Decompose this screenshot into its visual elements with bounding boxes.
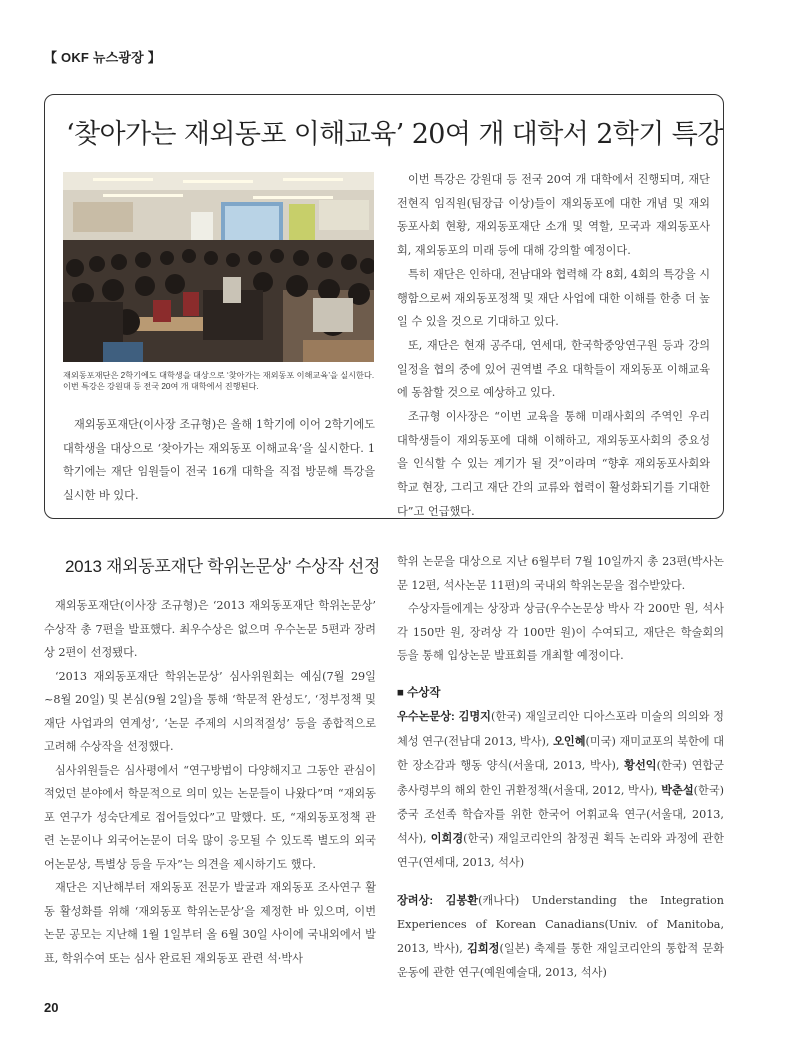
feature-paragraph: 특히 재단은 인하대, 전남대와 협력해 각 8회, 4회의 특강을 시행함으로써 재외동포정책 및 재단 사업에 대한 이해를 한층 더 높일 수 있을 것으로 기대하고 있다. — [397, 267, 710, 329]
section-label: 【 OKF 뉴스광장 】 — [44, 50, 161, 65]
winner-thesis: (캐나다) Understanding the Integration Experiences of Korean Canadians(Univ. of Manitoba, 2013, 박사), — [397, 893, 724, 955]
news-paragraph: 재외동포재단(이사장 조규형)은 ‘2013 재외동포재단 학위논문상’ 수상작 총 7편을 발표했다. 최우수상은 없으며 우수논문 5편과 장려상 2편이 선정됐다. — [44, 599, 376, 659]
winner-name: 황선익 — [624, 760, 657, 772]
feature-left-column — [63, 413, 375, 508]
winner-name: 박춘설 — [661, 784, 694, 797]
news-paragraph: ‘2013 재외동포재단 학위논문상’ 심사위원회는 예심(7월 29일~8월 20일) 및 본심(9월 2일)을 통해 ‘학문적 완성도’, ‘정부정책 및 재단 사업과의 연계성’, ‘논문 주제의 시의적절성’ 등을 종합적으로 고려해 수상작을 선정했다. — [44, 669, 376, 753]
photo-caption: 재외동포재단은 2학기에도 대학생을 대상으로 ‘찾아가는 재외동포 이해교육’을 실시한다. 이번 특강은 강원대 등 전국 20여 개 대학에서 진행된다. — [63, 371, 375, 391]
winner-thesis: (한국) 재일코리안의 참정권 획득 논리와 과정에 관한 연구(연세대, 2013, 석사) — [397, 831, 724, 869]
winner-name: 김희정 — [467, 942, 500, 955]
winner-name: 이희경 — [430, 832, 464, 845]
winners-heading: ■ 수상작 — [397, 686, 441, 699]
winner-name: 김봉환 — [445, 894, 479, 907]
feature-title: ‘찾아가는 재외동포 이해교육’ 20여 개 대학서 2학기 특강 — [66, 119, 723, 150]
news-left-column — [44, 594, 376, 970]
spacer — [397, 875, 724, 889]
feature-paragraph: 재외동포재단(이사장 조규형)은 올해 1학기에 이어 2학기에도 대학생을 대상으로 ‘찾아가는 재외동포 이해교육’을 실시한다. 1학기에는 재단 임원들이 전국 16개 대학을 직접 방문해 특강을 실시한 바 있다. — [63, 418, 375, 503]
news-right-column — [397, 550, 724, 985]
lecture-hall-image — [63, 172, 374, 362]
winner-thesis: (한국) 연합군총사령부의 해외 한인 귀환정책(서울대, 2012, 박사), — [397, 759, 725, 797]
winner-thesis: (일본) 축제를 통한 재일코리안의 통합적 문화운동에 관한 연구(예원예술대, 2013, 석사) — [397, 941, 724, 979]
news-title: 2013 재외동포재단 학위논문상’ 수상작 선정 — [65, 557, 381, 576]
news-paragraph: 수상자들에게는 상장과 상금(우수논문상 박사 각 200만 원, 석사 각 150만 원, 장려상 각 100만 원)이 수여되고, 재단은 학술회의 등을 통해 입상논문 발표회를 개최할 예정이다. — [397, 602, 724, 662]
feature-right-column — [397, 168, 710, 524]
page-number: 20 — [44, 1000, 59, 1015]
news-paragraph: 심사위원들은 심사평에서 “연구방법이 다양해지고 그동안 관심이 적었던 분야에서 학문적으로 의미 있는 논문들이 나왔다”며 “재외동포 연구가 성숙단계로 접어들었다”고 말했다. 또, “재외동포정책 관련 논문이나 외국어논문이 더욱 많이 응모될 수 있도록 별도의 외국어논문상, 특별상 등을 두자”는 의견을 제시하기도 했다. — [44, 763, 376, 871]
encouragement-award-label: 장려상: — [397, 894, 434, 907]
encouragement-award-list — [397, 889, 724, 985]
winner-thesis: (미국) 재미교포의 북한에 대한 장소감과 행동 양식(서울대, 2013, 박사), — [397, 734, 725, 772]
winner-name: 오인혜 — [553, 735, 586, 748]
excellence-award-list — [397, 705, 724, 875]
feature-paragraph: 조규형 이사장은 “이번 교육을 통해 미래사회의 주역인 우리 대학생들이 재외동포에 대해 이해하고, 재외동포사회의 중요성을 인식할 수 있는 계기가 될 것”이라며 “향후 재외동포사회와 학교 현장, 그리고 재단 간의 교류와 협력이 활성화되기를 기대한다”고 언급했다. — [397, 410, 710, 518]
winner-thesis: (한국) 재일코리안 디아스포라 미술의 의의와 정체성 연구(전남대 2013, 박사), — [397, 710, 724, 748]
news-paragraph: 학위 논문을 대상으로 지난 6월부터 7월 10일까지 총 23편(박사논문 12편, 석사논문 11편)의 국내외 학위논문을 접수받았다. — [397, 555, 724, 592]
winner-thesis: (한국) 중국 조선족 학습자를 위한 한국어 어휘교육 연구(서울대, 2013, 석사), — [397, 783, 724, 845]
feature-paragraph: 이번 특강은 강원대 등 전국 20여 개 대학에서 진행되며, 재단 전현직 임직원(팀장급 이상)들이 재외동포에 대한 개념 및 재외동포사회 현황, 재외동포재단 소개 및 역할, 모국과 재외동포사회, 재외동포의 미래 등에 대해 강의할 예정이다. — [397, 173, 710, 258]
excellence-award-label: 우수논문상: — [397, 711, 455, 723]
lecture-photo — [63, 172, 374, 362]
feature-paragraph: 또, 재단은 현재 공주대, 연세대, 한국학중앙연구원 등과 강의일정을 협의 중에 있어 권역별 주요 대학들이 재외동포 이해교육에 동참할 것으로 예상하고 있다. — [397, 338, 710, 400]
news-paragraph: 재단은 지난해부터 재외동포 전문가 발굴과 재외동포 조사연구 활동 활성화를 위해 ‘재외동포 학위논문상’을 제정한 바 있으며, 이번 논문 공모는 지난해 1월 1일부터 올 6월 30일 사이에 국내외에서 발표, 학위수여 또는 심사 완료된 재외동포 관련 석·박사 — [44, 881, 376, 965]
winner-name: 김명지 — [458, 711, 491, 723]
